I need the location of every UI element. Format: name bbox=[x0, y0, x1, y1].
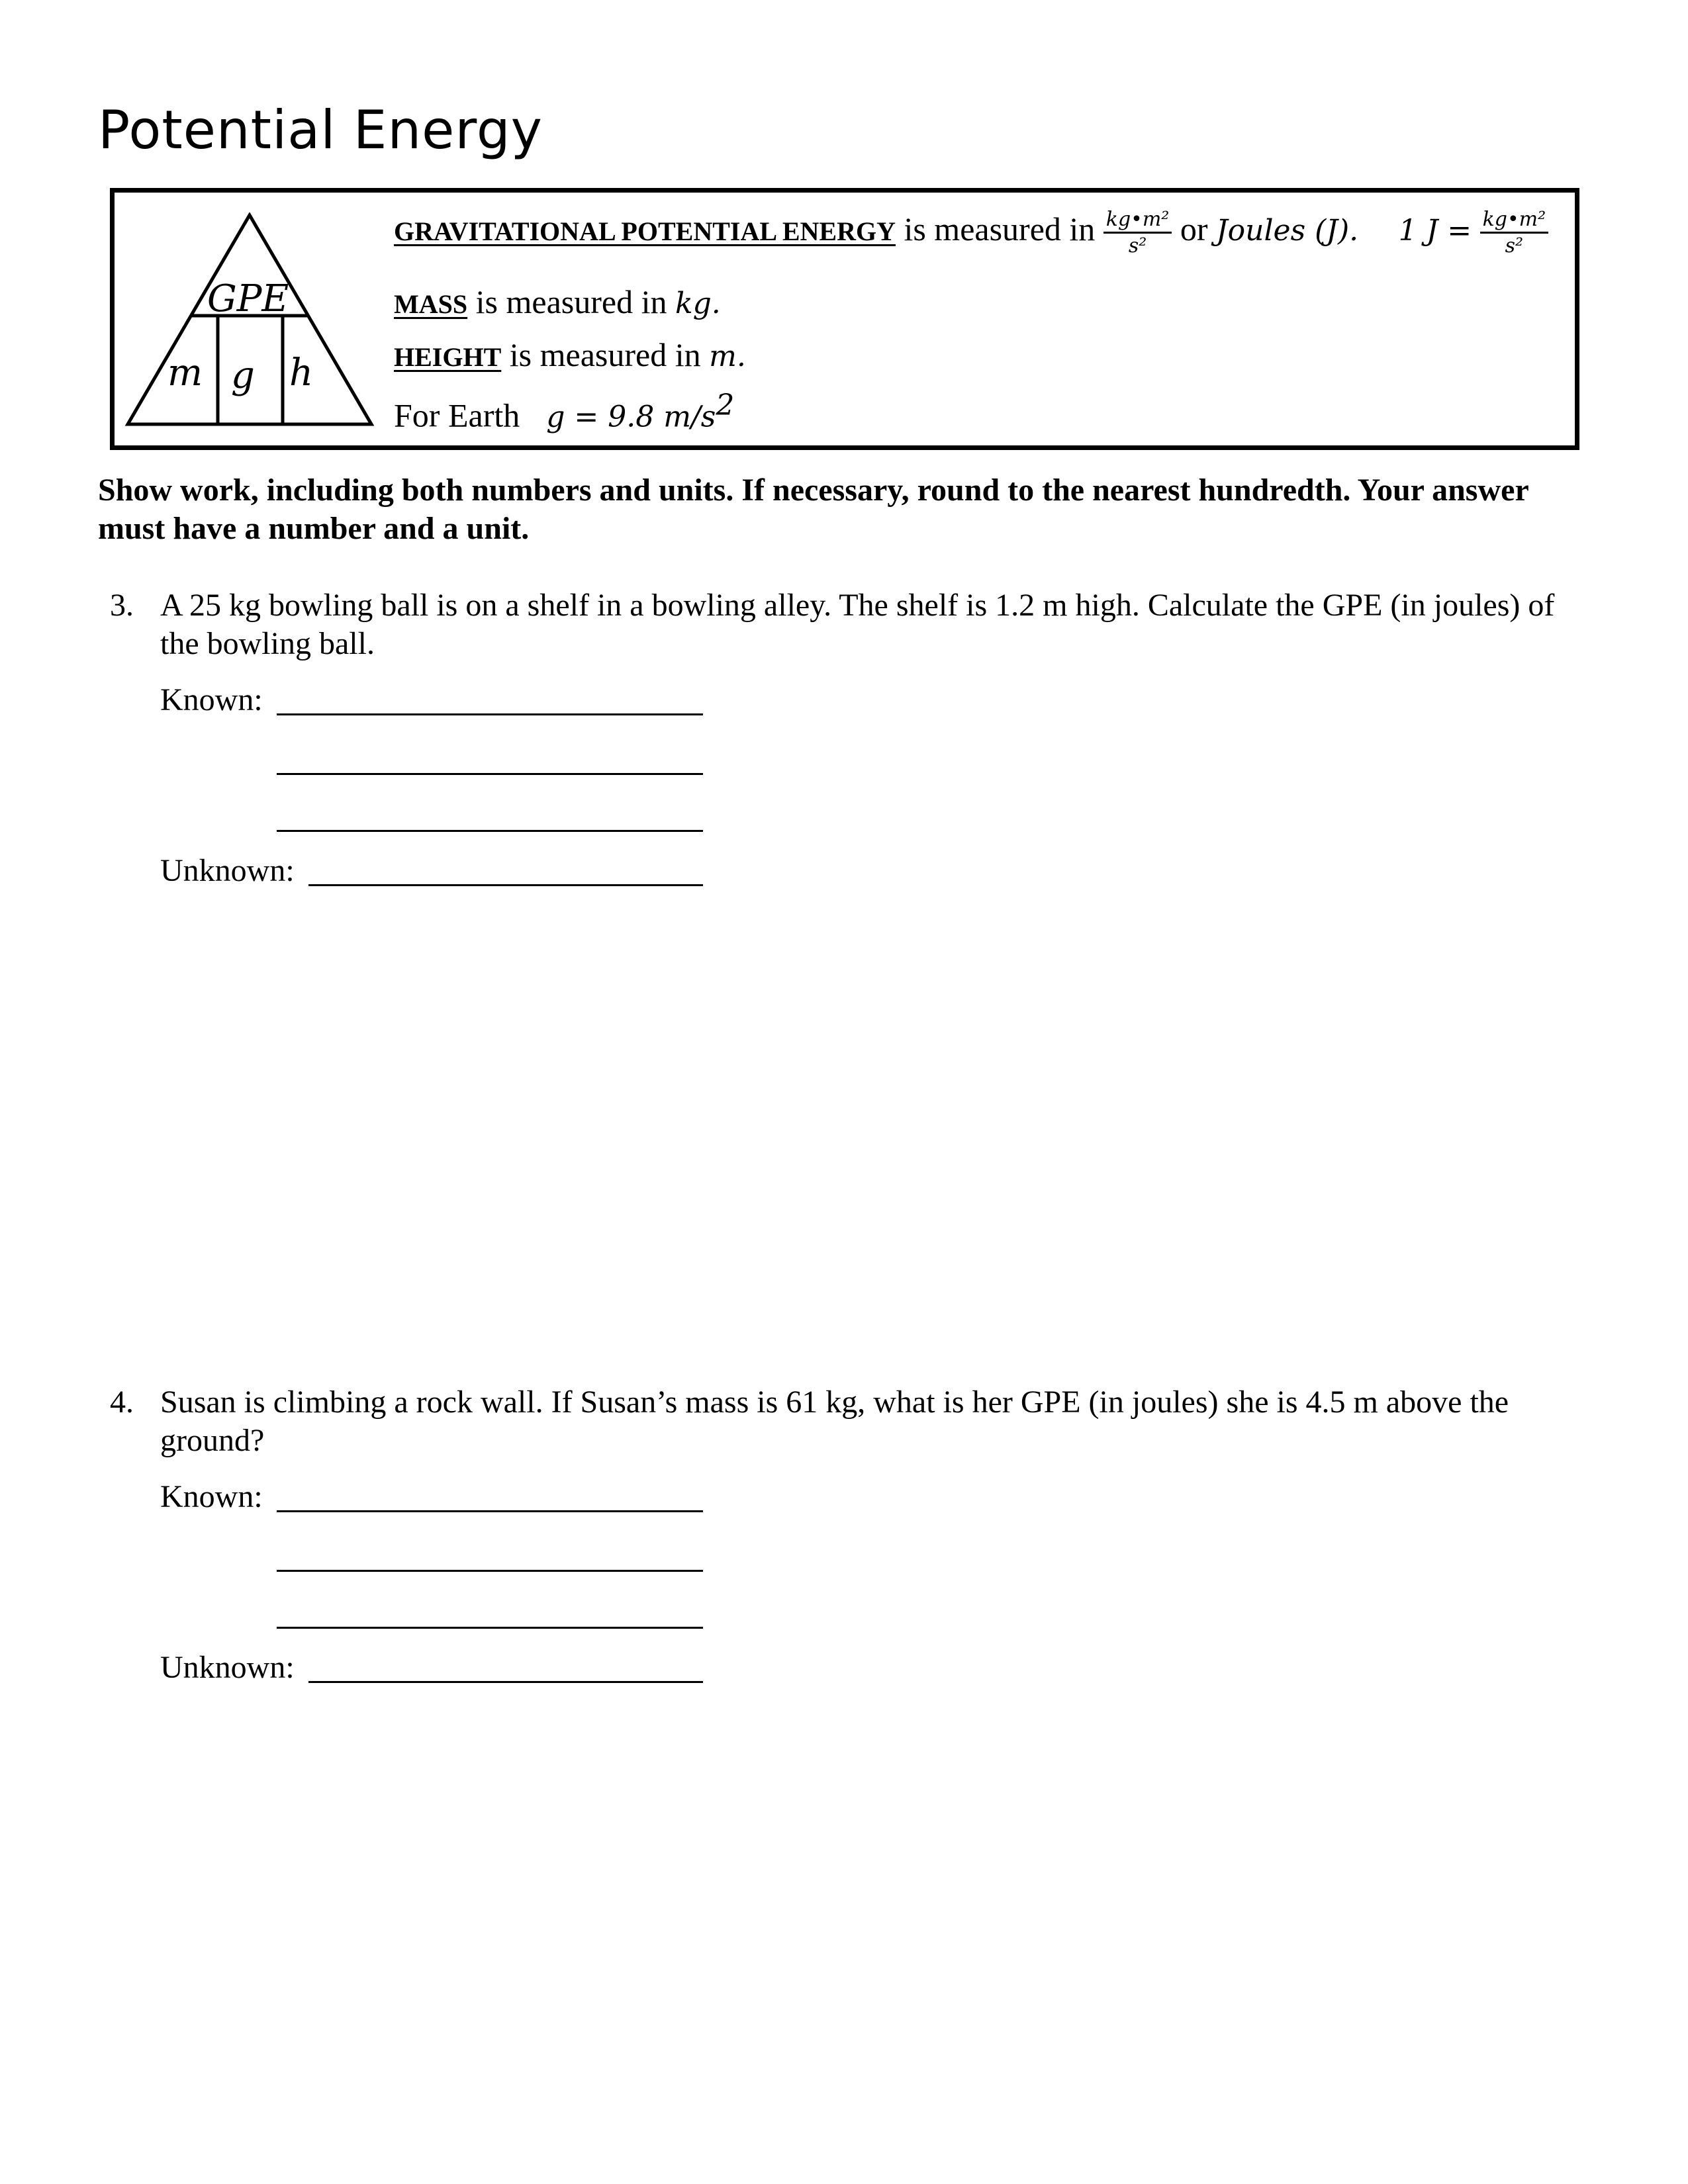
q3-unknown-blank[interactable] bbox=[308, 884, 703, 886]
question-4-text: Susan is climbing a rock wall. If Susan’s mass is 61 kg, what is her GPE (in joules) she is 4.5 m above the ground? bbox=[160, 1385, 1509, 1458]
triangle-h-label: h bbox=[289, 351, 314, 394]
joules-unit: Joules (J). bbox=[1216, 213, 1359, 248]
q3-known-blank-3[interactable] bbox=[277, 830, 703, 832]
q3-known-blank-2[interactable] bbox=[277, 773, 703, 775]
joule-equation-fraction: $\frac{\text{kg•m²}}{\text{s²}}$ bbox=[1480, 208, 1549, 257]
q4-unknown-label: Unknown: bbox=[160, 1650, 295, 1685]
gpe-triangle-diagram bbox=[124, 212, 375, 437]
q3-unknown-label: Unknown: bbox=[160, 853, 295, 888]
page-title: Potential Energy bbox=[98, 99, 543, 161]
triangle-g-label: g bbox=[231, 354, 255, 397]
q4-known-blank-3[interactable] bbox=[277, 1627, 703, 1629]
question-3-text: A 25 kg bowling ball is on a shelf in a bowling alley. The shelf is 1.2 m high. Calculate the GPE (in joules) of the bowling ball. bbox=[160, 588, 1555, 661]
q4-known-label: Known: bbox=[160, 1479, 263, 1514]
q3-known-blank-1[interactable] bbox=[277, 713, 703, 715]
mass-definition: MASS is measured in kg. bbox=[394, 283, 721, 320]
mass-term: MASS bbox=[394, 289, 468, 319]
joule-equation-lhs: 1 J = bbox=[1398, 213, 1472, 248]
q4-unknown-blank[interactable] bbox=[308, 1681, 703, 1683]
q4-known-blank-2[interactable] bbox=[277, 1570, 703, 1572]
gravity-formula: g = 9.8 m/s bbox=[546, 400, 716, 434]
reference-box bbox=[110, 188, 1579, 450]
gpe-definition: GRAVITATIONAL POTENTIAL ENERGY is measured in $\frac{\text{kg•m²}}{\text{s²}}$ or Joules (J). 1 J = $\frac{\text{kg•m²}}{\text{s²}}$ bbox=[394, 208, 1548, 257]
q3-known-label: Known: bbox=[160, 682, 263, 717]
triangle-m-label: m bbox=[167, 351, 203, 394]
triangle-gpe-label: GPE bbox=[207, 277, 289, 320]
gpe-unit-fraction: $\frac{\text{kg•m²}}{\text{s²}}$ bbox=[1103, 208, 1172, 257]
earth-gravity: For Earth g = 9.8 $m/s^2$ bbox=[394, 388, 735, 434]
gpe-term: GRAVITATIONAL POTENTIAL ENERGY bbox=[394, 216, 896, 246]
height-term: HEIGHT bbox=[394, 342, 502, 372]
q4-known-blank-1[interactable] bbox=[277, 1510, 703, 1512]
instructions: Show work, including both numbers and units. If necessary, round to the nearest hundredth. Your answer must have a number and a unit. bbox=[98, 473, 1528, 546]
height-definition: HEIGHT is measured in m. bbox=[394, 336, 746, 373]
